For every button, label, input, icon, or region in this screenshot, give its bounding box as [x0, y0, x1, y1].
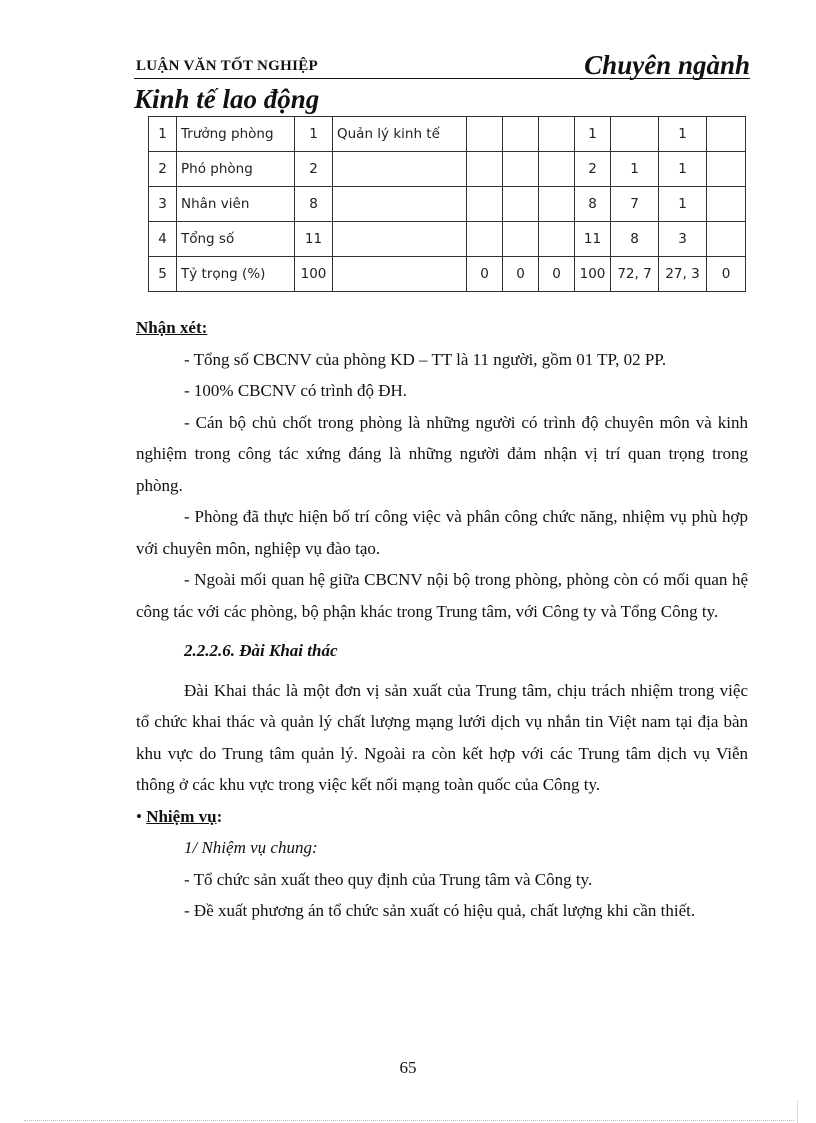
- table-cell: [503, 222, 539, 257]
- table-cell: 1: [611, 152, 659, 187]
- table-cell: [707, 187, 746, 222]
- table-cell: Tổng số: [177, 222, 295, 257]
- table-cell: 8: [611, 222, 659, 257]
- header-thesis-label: LUẬN VĂN TỐT NGHIỆP: [136, 58, 318, 74]
- header-major-name: Kinh tế lao động: [134, 84, 320, 114]
- table-cell: 1: [659, 187, 707, 222]
- table-cell: [707, 222, 746, 257]
- remarks-heading-text: Nhận xét:: [136, 318, 208, 337]
- table-cell: 1: [659, 117, 707, 152]
- table-cell: 0: [539, 257, 575, 292]
- table-cell: 2: [295, 152, 333, 187]
- table-cell: 7: [611, 187, 659, 222]
- staff-table: [148, 116, 746, 292]
- table-cell: Quản lý kinh tế: [333, 117, 467, 152]
- table-cell: 3: [659, 222, 707, 257]
- table-cell: [503, 187, 539, 222]
- table-cell: Trưởng phòng: [177, 117, 295, 152]
- page-number: 65: [399, 1058, 417, 1077]
- paragraph: Đài Khai thác là một đơn vị sản xuất của Trung tâm, chịu trách nhiệm trong việc tổ chức khai thác và quản lý chất lượng mạng lưới dịch vụ nhắn tin Việt nam tại địa bàn khu vực do Trung tâm quản lý. Ngoài ra còn kết hợp với các Trung tâm dịch vụ Viễn thông ở các khu vực trong việc kết nối mạng toàn quốc của Công ty.: [136, 680, 748, 794]
- table-cell: [503, 152, 539, 187]
- table-cell: 100: [295, 257, 333, 292]
- section-heading: 2.2.2.6. Đài Khai thác: [184, 641, 338, 660]
- table-cell: 72, 7: [611, 257, 659, 292]
- footer-dotted-rule: [24, 1120, 794, 1121]
- corner-dotted-rule: [797, 1100, 798, 1123]
- table-cell: Nhân viên: [177, 187, 295, 222]
- table-cell: [467, 152, 503, 187]
- table-cell: 11: [295, 222, 333, 257]
- header-rule: [134, 78, 750, 79]
- table-cell: Tỷ trọng (%): [177, 257, 295, 292]
- table-cell: 5: [149, 257, 177, 292]
- table-cell: 0: [707, 257, 746, 292]
- table-cell: [467, 222, 503, 257]
- paragraph: - Phòng đã thực hiện bố trí công việc và phân công chức năng, nhiệm vụ phù hợp với chuyên môn, nghiệp vụ đào tạo.: [136, 507, 748, 558]
- table-cell: 100: [575, 257, 611, 292]
- table-cell: [707, 117, 746, 152]
- table-row: [149, 187, 746, 222]
- table-row: [149, 222, 746, 257]
- table-cell: 1: [575, 117, 611, 152]
- paragraph: - Ngoài mối quan hệ giữa CBCNV nội bộ trong phòng, phòng còn có mối quan hệ công tác với các phòng, bộ phận khác trong Trung tâm, với Công ty và Tổng Công ty.: [136, 570, 748, 621]
- table-cell: 3: [149, 187, 177, 222]
- table-cell: [333, 187, 467, 222]
- paragraph: - Tổng số CBCNV của phòng KD – TT là 11 người, gồm 01 TP, 02 PP.: [184, 349, 667, 369]
- table-cell: [707, 152, 746, 187]
- table-cell: [467, 117, 503, 152]
- remarks-heading: [136, 312, 748, 344]
- paragraph: - Cán bộ chủ chốt trong phòng là những người có trình độ chuyên môn và kinh nghiệm trong công tác xứng đáng là những người đảm nhận vị trí quan trọng trong phòng.: [136, 412, 748, 495]
- table-cell: [539, 117, 575, 152]
- table-cell: 0: [467, 257, 503, 292]
- table-cell: [539, 152, 575, 187]
- table-cell: 27, 3: [659, 257, 707, 292]
- subheading: 1/ Nhiệm vụ chung:: [184, 838, 318, 857]
- table-cell: 0: [503, 257, 539, 292]
- table-cell: 4: [149, 222, 177, 257]
- table-cell: [467, 187, 503, 222]
- table-cell: [539, 187, 575, 222]
- table-cell: 1: [659, 152, 707, 187]
- table-cell: 2: [575, 152, 611, 187]
- table-cell: 1: [149, 117, 177, 152]
- paragraph: - Tổ chức sản xuất theo quy định của Trung tâm và Công ty.: [184, 869, 593, 889]
- table-cell: [333, 152, 467, 187]
- header-major-label: Chuyên ngành: [584, 50, 750, 80]
- table-cell: [333, 257, 467, 292]
- document-body: [136, 312, 748, 927]
- table-cell: 11: [575, 222, 611, 257]
- table-cell: [539, 222, 575, 257]
- paragraph: - Đề xuất phương án tổ chức sản xuất có hiệu quả, chất lượng khi cần thiết.: [184, 901, 696, 920]
- table-row: [149, 117, 746, 152]
- table-cell: 1: [295, 117, 333, 152]
- table-cell: [503, 117, 539, 152]
- table-cell: Phó phòng: [177, 152, 295, 187]
- table-cell: 8: [295, 187, 333, 222]
- paragraph: - 100% CBCNV có trình độ ĐH.: [184, 381, 408, 400]
- table-cell: [333, 222, 467, 257]
- duties-heading-colon: :: [216, 806, 223, 826]
- table-cell: [611, 117, 659, 152]
- table-cell: 8: [575, 187, 611, 222]
- table-row: [149, 257, 746, 292]
- duties-heading: [136, 801, 748, 833]
- bullet-glyph: •: [136, 806, 142, 826]
- table-row: [149, 152, 746, 187]
- duties-heading-text: Nhiệm vụ: [146, 806, 217, 826]
- table-cell: 2: [149, 152, 177, 187]
